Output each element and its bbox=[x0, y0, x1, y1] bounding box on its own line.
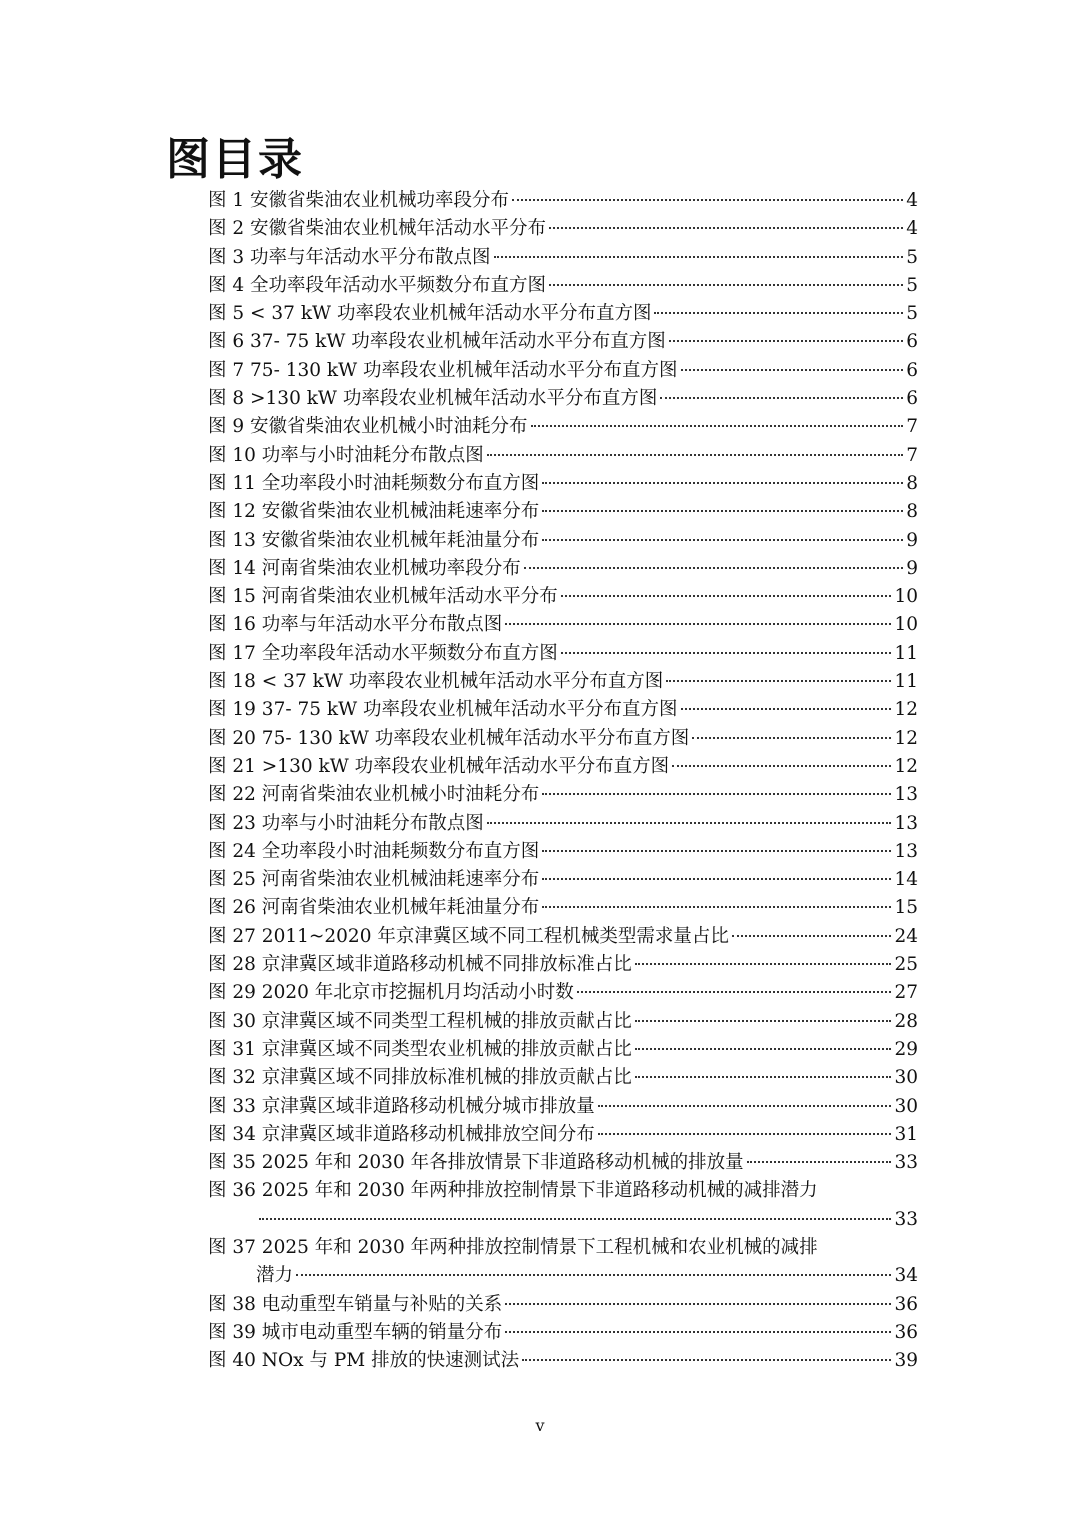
toc-entry-label: 图 27 2011~2020 年京津冀区域不同工程机械类型需求量占比 bbox=[208, 925, 729, 947]
toc-entry[interactable] bbox=[208, 1347, 918, 1375]
dot-leader bbox=[669, 340, 903, 342]
dot-leader bbox=[542, 850, 891, 852]
toc-entry-label: 图 8 >130 kW 功率段农业机械年活动水平分布直方图 bbox=[208, 388, 658, 410]
toc-entry-label: 图 2 安徽省柴油农业机械年活动水平分布 bbox=[208, 218, 547, 240]
toc-entry-label: 图 12 安徽省柴油农业机械油耗速率分布 bbox=[208, 501, 540, 523]
toc-entry-page: 4 bbox=[906, 218, 918, 240]
toc-entry[interactable] bbox=[208, 866, 918, 894]
toc-entry-label-continued: 潜力 bbox=[256, 1265, 294, 1287]
toc-entry-page: 30 bbox=[894, 1067, 918, 1089]
dot-leader bbox=[505, 623, 891, 625]
table-of-figures bbox=[208, 187, 918, 1375]
toc-entry-page: 25 bbox=[894, 954, 918, 976]
dot-leader bbox=[542, 793, 891, 795]
toc-entry-label: 图 30 京津冀区域不同类型工程机械的排放贡献占比 bbox=[208, 1010, 632, 1032]
dot-leader bbox=[635, 963, 892, 965]
toc-entry-label: 图 7 75- 130 kW 功率段农业机械年活动水平分布直方图 bbox=[208, 359, 678, 381]
toc-entry-label: 图 28 京津冀区域非道路移动机械不同排放标准占比 bbox=[208, 954, 632, 976]
dot-leader bbox=[598, 1133, 892, 1135]
toc-entry[interactable] bbox=[208, 1064, 918, 1092]
toc-entry[interactable] bbox=[208, 1291, 918, 1319]
toc-entry[interactable] bbox=[208, 1319, 918, 1347]
toc-entry-label: 图 10 功率与小时油耗分布散点图 bbox=[208, 444, 484, 466]
dot-leader bbox=[542, 906, 891, 908]
toc-entry-label: 图 11 全功率段小时油耗频数分布直方图 bbox=[208, 472, 540, 494]
dot-leader bbox=[549, 284, 903, 286]
toc-entry[interactable] bbox=[208, 951, 918, 979]
toc-entry-page: 36 bbox=[894, 1321, 918, 1343]
toc-entry[interactable] bbox=[208, 753, 918, 781]
dot-leader bbox=[635, 1020, 892, 1022]
toc-entry-label: 图 13 安徽省柴油农业机械年耗油量分布 bbox=[208, 529, 540, 551]
dot-leader bbox=[747, 1161, 892, 1163]
toc-entry-page: 27 bbox=[894, 982, 918, 1004]
toc-entry-page: 11 bbox=[894, 642, 918, 664]
toc-entry-label: 图 24 全功率段小时油耗频数分布直方图 bbox=[208, 840, 540, 862]
dot-leader bbox=[487, 454, 903, 456]
toc-entry-label: 图 35 2025 年和 2030 年各排放情景下非道路移动机械的排放量 bbox=[208, 1152, 744, 1174]
toc-entry[interactable] bbox=[208, 979, 918, 1007]
toc-entry[interactable] bbox=[208, 1008, 918, 1036]
toc-entry-page: 36 bbox=[894, 1293, 918, 1315]
toc-entry-label: 图 25 河南省柴油农业机械油耗速率分布 bbox=[208, 869, 540, 891]
dot-leader bbox=[561, 652, 892, 654]
toc-entry[interactable] bbox=[208, 300, 918, 328]
toc-entry-page: 28 bbox=[894, 1010, 918, 1032]
toc-entry[interactable] bbox=[208, 781, 918, 809]
toc-entry[interactable] bbox=[208, 527, 918, 555]
toc-entry-page: 5 bbox=[906, 303, 918, 325]
toc-entry[interactable] bbox=[208, 385, 918, 413]
toc-entry-page: 13 bbox=[894, 784, 918, 806]
toc-entry-page: 5 bbox=[906, 274, 918, 296]
toc-entry-label: 图 16 功率与年活动水平分布散点图 bbox=[208, 614, 503, 636]
dot-leader bbox=[494, 256, 904, 258]
toc-entry[interactable] bbox=[208, 244, 918, 272]
dot-leader bbox=[296, 1274, 891, 1276]
toc-entry-page: 10 bbox=[894, 586, 918, 608]
toc-entry[interactable] bbox=[208, 611, 918, 639]
toc-entry-page: 8 bbox=[906, 501, 918, 523]
toc-entry-label: 图 23 功率与小时油耗分布散点图 bbox=[208, 812, 484, 834]
toc-entry-page: 11 bbox=[894, 671, 918, 693]
toc-entry-label: 图 34 京津冀区域非道路移动机械排放空间分布 bbox=[208, 1123, 595, 1145]
toc-entry-page: 13 bbox=[894, 812, 918, 834]
footer-page-number: v bbox=[535, 1416, 545, 1435]
toc-entry-page: 7 bbox=[906, 444, 918, 466]
toc-entry[interactable] bbox=[208, 413, 918, 441]
toc-entry[interactable] bbox=[208, 215, 918, 243]
dot-leader bbox=[692, 737, 891, 739]
toc-entry-label: 图 40 NOx 与 PM 排放的快速测试法 bbox=[208, 1350, 520, 1372]
toc-entry-label: 图 18 < 37 kW 功率段农业机械年活动水平分布直方图 bbox=[208, 671, 664, 693]
dot-leader bbox=[512, 199, 903, 201]
toc-entry-page: 6 bbox=[906, 359, 918, 381]
toc-entry[interactable] bbox=[208, 583, 918, 611]
toc-entry-label: 图 33 京津冀区域非道路移动机械分城市排放量 bbox=[208, 1095, 595, 1117]
toc-entry-page: 13 bbox=[894, 840, 918, 862]
toc-entry[interactable] bbox=[208, 1093, 918, 1121]
dot-leader bbox=[654, 312, 903, 314]
page-title: 图目录 bbox=[166, 134, 304, 185]
toc-entry[interactable] bbox=[208, 442, 918, 470]
dot-leader bbox=[672, 765, 891, 767]
toc-entry[interactable] bbox=[208, 1036, 918, 1064]
toc-entry-label: 图 4 全功率段年活动水平频数分布直方图 bbox=[208, 274, 547, 296]
dot-leader bbox=[577, 991, 892, 993]
toc-entry-page: 7 bbox=[906, 416, 918, 438]
toc-entry-page: 8 bbox=[906, 472, 918, 494]
toc-entry-page: 10 bbox=[894, 614, 918, 636]
toc-entry[interactable] bbox=[208, 555, 918, 583]
toc-entry-label: 图 22 河南省柴油农业机械小时油耗分布 bbox=[208, 784, 540, 806]
toc-entry[interactable] bbox=[208, 1149, 918, 1177]
toc-entry[interactable] bbox=[208, 838, 918, 866]
dot-leader bbox=[542, 510, 903, 512]
toc-entry-label: 图 5 < 37 kW 功率段农业机械年活动水平分布直方图 bbox=[208, 303, 652, 325]
dot-leader bbox=[660, 397, 903, 399]
dot-leader bbox=[522, 1359, 891, 1361]
dot-leader bbox=[681, 369, 904, 371]
toc-entry[interactable] bbox=[208, 894, 918, 922]
dot-leader bbox=[635, 1048, 892, 1050]
toc-entry-page: 6 bbox=[906, 388, 918, 410]
toc-entry-page: 24 bbox=[894, 925, 918, 947]
toc-entry[interactable] bbox=[208, 187, 918, 215]
toc-entry[interactable] bbox=[208, 725, 918, 753]
dot-leader bbox=[487, 822, 892, 824]
toc-entry-page: 33 bbox=[894, 1152, 918, 1174]
toc-entry-label: 图 1 安徽省柴油农业机械功率段分布 bbox=[208, 190, 510, 211]
dot-leader bbox=[666, 680, 891, 682]
dot-leader bbox=[635, 1076, 892, 1078]
toc-entry[interactable] bbox=[208, 470, 918, 498]
toc-entry-page: 12 bbox=[894, 699, 918, 721]
toc-entry[interactable] bbox=[208, 1121, 918, 1149]
toc-entry[interactable] bbox=[208, 668, 918, 696]
toc-entry-page: 29 bbox=[894, 1038, 918, 1060]
dot-leader bbox=[531, 425, 904, 427]
toc-entry-page: 9 bbox=[906, 557, 918, 579]
dot-leader bbox=[732, 935, 892, 937]
dot-leader bbox=[505, 1331, 891, 1333]
toc-entry[interactable] bbox=[208, 498, 918, 526]
dot-leader bbox=[542, 878, 891, 880]
dot-leader bbox=[549, 227, 903, 229]
toc-entry-page: 4 bbox=[906, 190, 918, 211]
toc-entry[interactable] bbox=[208, 810, 918, 838]
dot-leader bbox=[505, 1303, 891, 1305]
toc-entry-label: 图 15 河南省柴油农业机械年活动水平分布 bbox=[208, 586, 558, 608]
toc-entry-page: 39 bbox=[894, 1350, 918, 1372]
toc-entry-label: 图 3 功率与年活动水平分布散点图 bbox=[208, 246, 491, 268]
toc-entry-page: 31 bbox=[894, 1123, 918, 1145]
toc-entry-label: 图 31 京津冀区域不同类型农业机械的排放贡献占比 bbox=[208, 1038, 632, 1060]
toc-entry-page: 5 bbox=[906, 246, 918, 268]
dot-leader bbox=[542, 482, 903, 484]
dot-leader bbox=[561, 595, 892, 597]
toc-entry-label: 图 17 全功率段年活动水平频数分布直方图 bbox=[208, 642, 558, 664]
toc-entry[interactable] bbox=[208, 1234, 918, 1291]
toc-entry-label: 图 6 37- 75 kW 功率段农业机械年活动水平分布直方图 bbox=[208, 331, 666, 353]
toc-entry-label: 图 39 城市电动重型车辆的销量分布 bbox=[208, 1321, 503, 1343]
dot-leader bbox=[524, 567, 903, 569]
toc-entry-label: 图 26 河南省柴油农业机械年耗油量分布 bbox=[208, 897, 540, 919]
toc-entry[interactable] bbox=[208, 357, 918, 385]
toc-entry-page: 9 bbox=[906, 529, 918, 551]
toc-entry-label: 图 14 河南省柴油农业机械功率段分布 bbox=[208, 557, 521, 579]
toc-entry-label: 图 19 37- 75 kW 功率段农业机械年活动水平分布直方图 bbox=[208, 699, 678, 721]
toc-entry[interactable] bbox=[208, 640, 918, 668]
toc-entry-page: 6 bbox=[906, 331, 918, 353]
dot-leader bbox=[542, 539, 903, 541]
toc-entry-label: 图 37 2025 年和 2030 年两种排放控制情景下工程机械和农业机械的减排 bbox=[208, 1236, 818, 1258]
toc-entry-label: 图 38 电动重型车销量与补贴的关系 bbox=[208, 1293, 503, 1315]
toc-entry-label: 图 20 75- 130 kW 功率段农业机械年活动水平分布直方图 bbox=[208, 727, 690, 749]
toc-entry-label: 图 9 安徽省柴油农业机械小时油耗分布 bbox=[208, 416, 528, 438]
toc-entry-page: 33 bbox=[894, 1208, 918, 1230]
toc-entry-label: 图 21 >130 kW 功率段农业机械年活动水平分布直方图 bbox=[208, 755, 670, 777]
toc-entry-page: 12 bbox=[894, 727, 918, 749]
dot-leader bbox=[259, 1218, 891, 1220]
toc-entry[interactable] bbox=[208, 272, 918, 300]
dot-leader bbox=[598, 1105, 892, 1107]
dot-leader bbox=[681, 708, 892, 710]
toc-entry-label: 图 36 2025 年和 2030 年两种排放控制情景下非道路移动机械的减排潜力 bbox=[208, 1180, 818, 1202]
toc-entry-page: 34 bbox=[894, 1265, 918, 1287]
toc-entry[interactable] bbox=[208, 923, 918, 951]
toc-entry-page: 14 bbox=[894, 869, 918, 891]
toc-entry[interactable] bbox=[208, 696, 918, 724]
toc-entry-label: 图 29 2020 年北京市挖掘机月均活动小时数 bbox=[208, 982, 574, 1004]
toc-entry-page: 30 bbox=[894, 1095, 918, 1117]
toc-entry-page: 12 bbox=[894, 755, 918, 777]
toc-entry-label: 图 32 京津冀区域不同排放标准机械的排放贡献占比 bbox=[208, 1067, 632, 1089]
toc-entry[interactable] bbox=[208, 328, 918, 356]
toc-entry[interactable] bbox=[208, 1177, 918, 1234]
toc-entry-page: 15 bbox=[894, 897, 918, 919]
